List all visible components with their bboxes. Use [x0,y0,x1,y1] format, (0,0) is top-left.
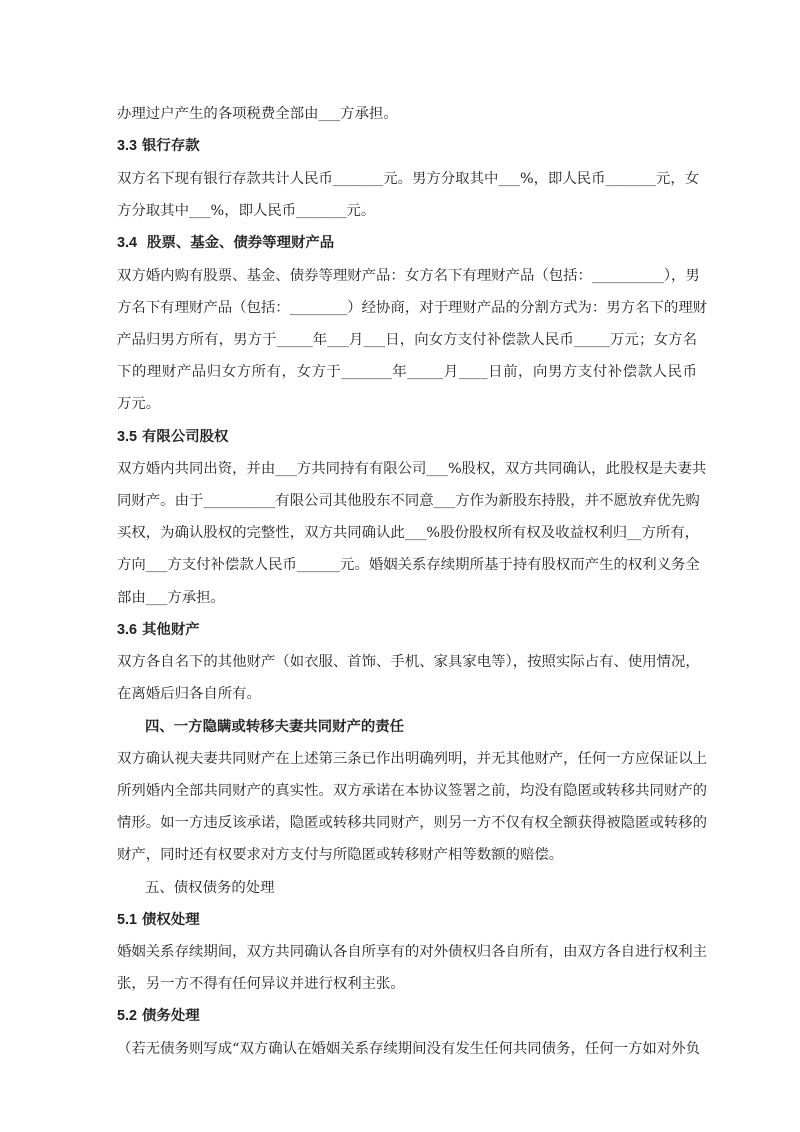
section-heading-company-equity [117,427,697,447]
section-title: 债权处理 [142,911,200,928]
paragraph-line: 下的理财产品归女方所有，女方于_______年_____月____日前，向男方支付补偿款人民币 [117,364,697,380]
paragraph-line: 双方各自名下的其他财产（如衣服、首饰、手机、家具家电等），按照实际占有、使用情况， [117,654,700,670]
paragraph-line: 双方婚内共同出资，并由___方共同持有有限公司___%股权，双方共同确认，此股权是夫妻共 [117,461,707,477]
paragraph-line: 所列婚内全部共同财产的真实性。双方承诺在本协议签署之前，均没有隐匿或转移共同财产的 [117,783,708,799]
paragraph-line: 双方确认视夫妻共同财产在上述第三条已作出明确列明，并无其他财产，任何一方应保证以上 [117,751,708,767]
paragraph-line: 婚姻关系存续期间，双方共同确认各自所享有的对外债权归各自所有，由双方各自进行权利主 [117,944,708,960]
section-number: 3.3 [117,138,138,154]
paragraph-line: 部由___方承担。 [117,590,225,606]
section-number: 3.4 [117,235,138,251]
section-number: 3.6 [117,622,138,638]
paragraph-line: 同财产。由于__________有限公司其他股东不同意___方作为新股东持股，并不愿放弃优先购 [117,493,700,509]
section-heading-financial-products [117,233,697,253]
chapter-heading-concealment: 四、一方隐瞒或转移夫妻共同财产的责任 [145,718,405,735]
chapter-heading-debts: 五、债权债务的处理 [145,880,275,896]
paragraph-line: 产品归男方所有，男方于_____年___月___日，向女方支付补偿款人民币_____万元；女方名 [117,332,697,348]
section-number: 5.2 [117,1008,138,1024]
paragraph-line: 方向___方支付补偿款人民币______元。婚姻关系存续期所基于持有股权而产生的权利义务全 [117,557,700,573]
paragraph-line: 万元。 [117,396,161,412]
section-title: 有限公司股权 [142,428,229,445]
section-title: 其他财产 [142,621,200,638]
section-title: 银行存款 [142,137,200,154]
paragraph-line: 方名下有理财产品（包括：________）经协商，对于理财产品的分割方式为：男方名下的理财 [117,300,708,316]
paragraph-line: 张，另一方不得有任何异议并进行权利主张。 [117,976,405,992]
paragraph-line: 方分取其中___%，即人民币_______元。 [117,203,376,219]
paragraph-line: 办理过户产生的各项税费全部由___方承担。 [117,106,398,122]
paragraph-line: （若无债务则写成“双方确认在婚姻关系存续期间没有发生任何共同债务，任何一方如对外负 [117,1041,700,1057]
section-number: 3.5 [117,429,138,445]
section-heading-claims [117,910,697,930]
section-number: 5.1 [117,912,138,928]
paragraph-line: 财产，同时还有权要求对方支付与所隐匿或转移财产相等数额的赔偿。 [117,847,564,863]
section-heading-other-property [117,620,697,640]
paragraph-line: 双方名下现有银行存款共计人民币_______元。男方分取其中___%，即人民币_______元，女 [117,171,700,187]
section-heading-bank-deposits [117,136,697,156]
section-title: 债务处理 [142,1007,200,1024]
paragraph-line: 买权，为确认股权的完整性，双方共同确认此___%股份股权所有权及收益权利归__方所有， [117,525,700,541]
section-title: 股票、基金、债券等理财产品 [147,234,335,251]
paragraph-line: 在离婚后归各自所有。 [117,686,261,702]
section-heading-debt-handling [117,1006,697,1026]
paragraph-line: 情形。如一方违反该承诺，隐匿或转移共同财产，则另一方不仅有权全额获得被隐匿或转移的 [117,815,708,831]
paragraph-line: 双方婚内购有股票、基金、债券等理财产品：女方名下有理财产品（包括：__________），男 [117,268,700,284]
